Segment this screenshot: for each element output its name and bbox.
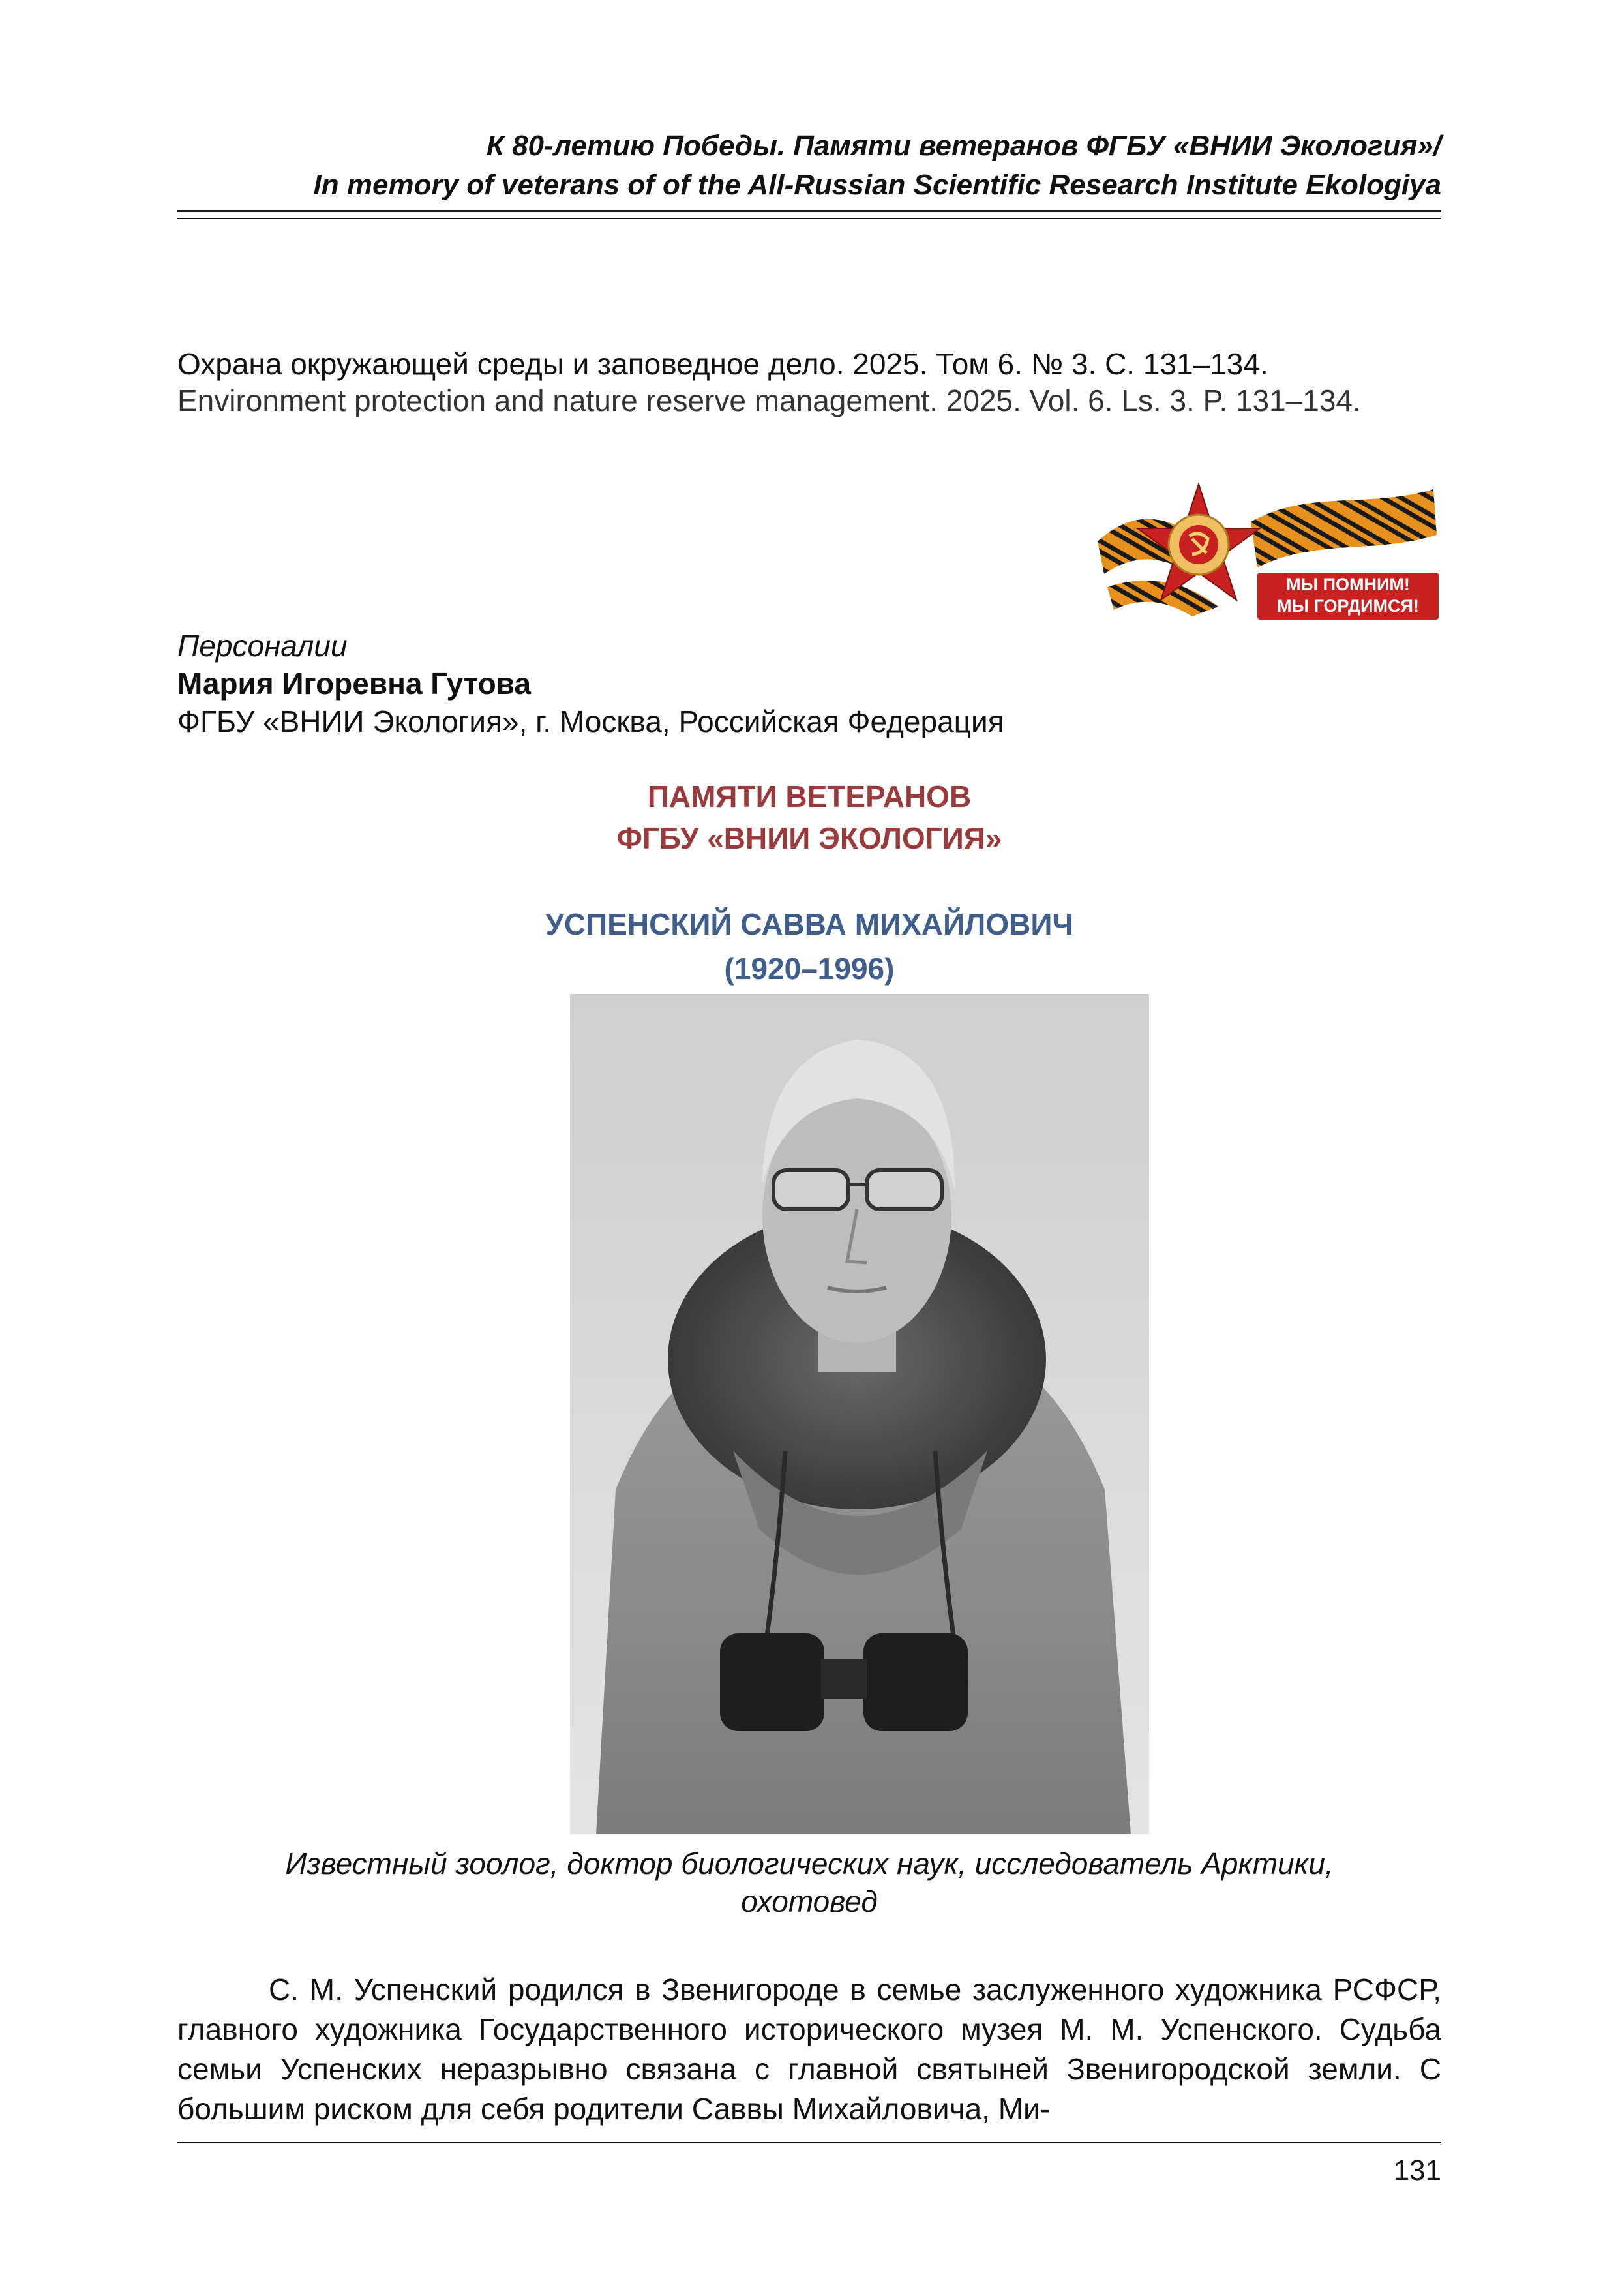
- person-name: УСПЕНСКИЙ САВВА МИХАЙЛОВИЧ: [545, 907, 1073, 941]
- citation: [177, 346, 1441, 419]
- badge-line-2: МЫ ГОРДИМСЯ!: [1277, 596, 1419, 616]
- article-title-line-1: ПАМЯТИ ВЕТЕРАНОВ: [647, 779, 972, 813]
- header-rule-top: [177, 210, 1441, 212]
- victory-badge: [1094, 476, 1441, 621]
- footer-rule: [177, 2142, 1441, 2143]
- citation-ru: Охрана окружающей среды и заповедное дело. 2025. Том 6. № 3. С. 131–134.: [177, 347, 1268, 381]
- badge-text: [1257, 574, 1439, 617]
- running-header-en: In memory of veterans of of the All-Russian Scientific Research Institute Ekologiya: [313, 169, 1441, 201]
- author-name: Мария Игоревна Гутова: [177, 667, 532, 701]
- photo-caption-line-2: охотовед: [741, 1884, 878, 1918]
- body-paragraph-1: С. М. Успенский родился в Звенигороде в семье заслуженного художника РСФСР, главного художника Государственного исторического музея М. М. Успенского. Судьба семьи Успенских неразрывно связана с главной святыней Звенигородской земли. С большим риском для себя родители Саввы Михайловича, Ми-: [177, 1972, 1441, 2126]
- portrait-photo-graphic: [570, 994, 1149, 1834]
- header-rule-bottom: [177, 218, 1441, 219]
- portrait-photo: [570, 994, 1149, 1834]
- citation-en: Environment protection and nature reserve management. 2025. Vol. 6. Ls. 3. P. 131–134.: [177, 384, 1361, 417]
- person-years: (1920–1996): [724, 952, 895, 986]
- author-affiliation: ФГБУ «ВНИИ Экология», г. Москва, Российская Федерация: [177, 704, 1004, 738]
- running-header-ru: К 80-летию Победы. Памяти ветеранов ФГБУ «ВНИИ Экология»/: [486, 130, 1441, 162]
- page-number: 131: [1393, 2154, 1441, 2186]
- photo-caption-line-1: Известный зоолог, доктор биологических наук, исследователь Арктики,: [285, 1847, 1334, 1881]
- photo-caption: [177, 1845, 1441, 1920]
- article-title-line-2: ФГБУ «ВНИИ ЭКОЛОГИЯ»: [616, 821, 1002, 855]
- badge-line-1: МЫ ПОМНИМ!: [1286, 575, 1410, 594]
- section-label: Персоналии: [177, 629, 348, 663]
